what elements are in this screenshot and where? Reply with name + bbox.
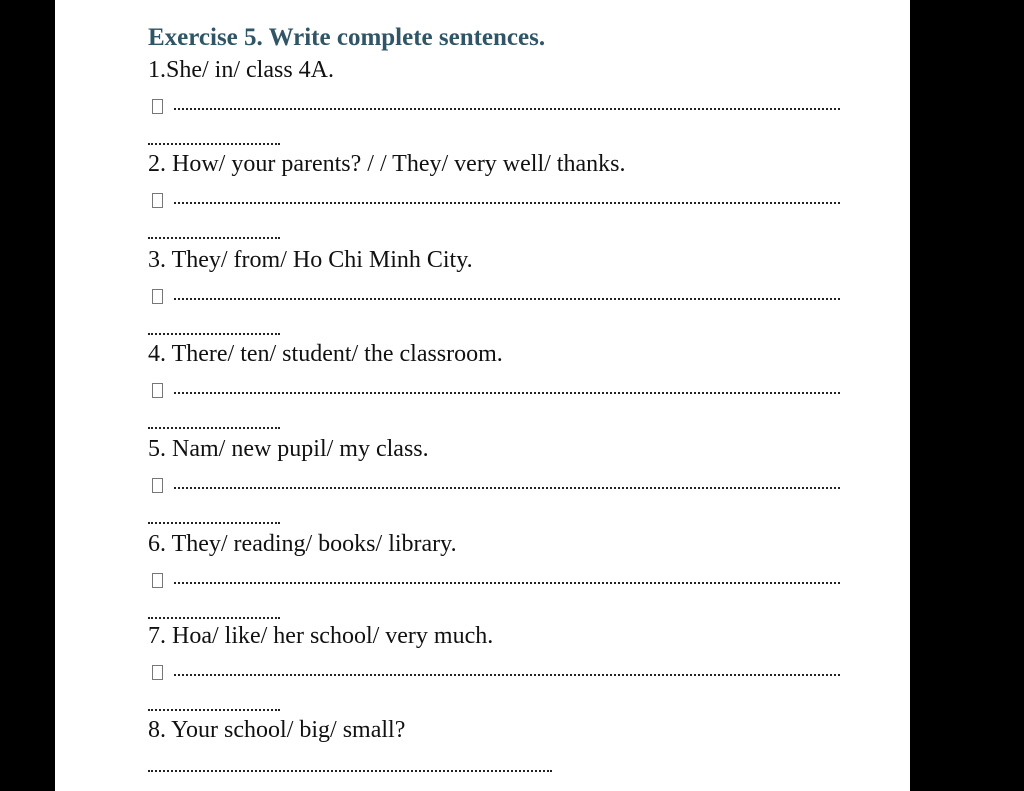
checkbox-icon — [152, 383, 163, 398]
item-prompt: 2. How/ your parents? / / They/ very well/ thanks. — [148, 151, 626, 177]
checkbox-icon — [152, 289, 163, 304]
checkbox-icon — [152, 99, 163, 114]
exercise-item-8 — [148, 716, 848, 744]
checkbox-icon — [152, 665, 163, 680]
answer-line — [148, 98, 848, 120]
answer-line — [148, 192, 848, 214]
exercise-title: Exercise 5. Write complete sentences. — [148, 24, 546, 51]
dotted-line — [174, 108, 840, 110]
exercise-item-5 — [148, 435, 848, 499]
checkbox-icon — [152, 193, 163, 208]
dotted-line — [174, 582, 840, 584]
checkbox-icon — [152, 478, 163, 493]
exercise-item-4 — [148, 340, 848, 404]
exercise-item-2 — [148, 150, 848, 214]
dotted-line-continuation — [148, 427, 280, 429]
dotted-line-continuation — [148, 522, 280, 524]
dotted-line — [174, 487, 840, 489]
dotted-line-continuation — [148, 143, 280, 145]
item-prompt: 4. There/ ten/ student/ the classroom. — [148, 341, 503, 367]
dotted-line — [148, 770, 552, 772]
dotted-line-continuation — [148, 237, 280, 239]
dotted-line-continuation — [148, 709, 280, 711]
answer-line — [148, 288, 848, 310]
answer-line — [148, 382, 848, 404]
exercise-item-1 — [148, 56, 848, 120]
item-prompt: 3. They/ from/ Ho Chi Minh City. — [148, 247, 473, 273]
item-prompt: 1.She/ in/ class 4A. — [148, 57, 334, 83]
dotted-line-continuation — [148, 333, 280, 335]
dotted-line-continuation — [148, 617, 280, 619]
exercise-item-6 — [148, 530, 848, 594]
answer-line — [148, 477, 848, 499]
dotted-line — [174, 674, 840, 676]
item-prompt: 6. They/ reading/ books/ library. — [148, 531, 457, 557]
exercise-item-7 — [148, 622, 848, 686]
item-prompt: 8. Your school/ big/ small? — [148, 717, 406, 743]
answer-line — [148, 572, 848, 594]
worksheet-page — [55, 0, 910, 791]
item-prompt: 5. Nam/ new pupil/ my class. — [148, 436, 429, 462]
item-prompt: 7. Hoa/ like/ her school/ very much. — [148, 623, 494, 649]
dotted-line — [174, 392, 840, 394]
answer-line — [148, 664, 848, 686]
exercise-item-3 — [148, 246, 848, 310]
dotted-line — [174, 202, 840, 204]
dotted-line — [174, 298, 840, 300]
checkbox-icon — [152, 573, 163, 588]
